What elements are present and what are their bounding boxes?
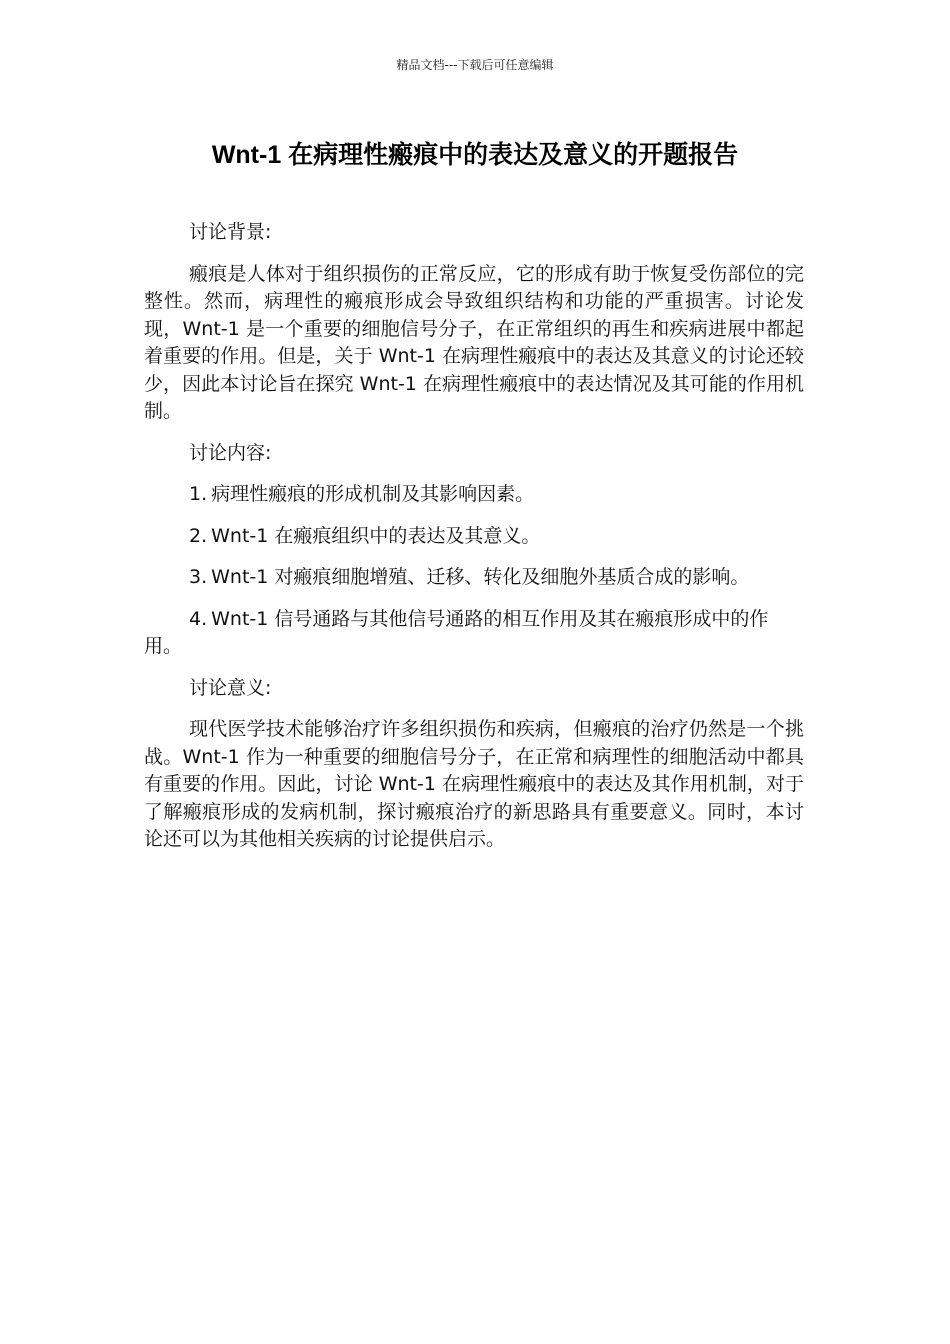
list-item-number: 1.	[189, 483, 208, 505]
list-item	[144, 481, 804, 509]
list-item-number: 2.	[189, 524, 208, 547]
section-heading-content: 讨论内容:	[189, 441, 272, 464]
list-item	[144, 523, 804, 551]
list-item-text: Wnt-1 信号通路与其他信号通路的相互作用及其在瘢痕形成中的作用。	[144, 607, 769, 657]
list-item-text: 病理性瘢痕的形成机制及其影响因素。	[211, 483, 535, 505]
list-item-number: 3.	[189, 566, 208, 588]
list-item	[144, 564, 804, 592]
document-title: Wnt-1 在病理性瘢痕中的表达及意义的开题报告	[211, 141, 739, 169]
list-item-text: Wnt-1 对瘢痕细胞增殖、迁移、转化及细胞外基质合成的影响。	[211, 566, 750, 588]
document-body	[144, 219, 804, 868]
significance-paragraph: 现代医学技术能够治疗许多组织损伤和疾病，但瘢痕的治疗仍然是一个挑战。Wnt-1 作为一种重要的细胞信号分子，在正常和病理性的细胞活动中都具有重要的作用。因此，讨论 Wnt-1 在病理性瘢痕中的表达及其作用机制，对于了解瘢痕形成的发病机制，探讨瘢痕治疗的新思路具有重要意义。同时，本讨论还可以为其他相关疾病的讨论提供启示。	[144, 718, 804, 850]
section-heading-significance: 讨论意义:	[189, 676, 272, 699]
list-item-text: Wnt-1 在瘢痕组织中的表达及其意义。	[211, 524, 541, 547]
page-header-note: 精品文档---下载后可任意编辑	[396, 58, 554, 72]
section-heading-background: 讨论背景:	[189, 221, 272, 243]
list-item-number: 4.	[189, 607, 208, 630]
list-item	[144, 606, 804, 661]
background-paragraph: 瘢痕是人体对于组织损伤的正常反应，它的形成有助于恢复受伤部位的完整性。然而，病理性的瘢痕形成会导致组织结构和功能的严重损害。讨论发现，Wnt-1 是一个重要的细胞信号分子，在正常组织的再生和疾病进展中都起着重要的作用。但是，关于 Wnt-1 在病理性瘢痕中的表达及其意义的讨论还较少，因此本讨论旨在探究 Wnt-1 在病理性瘢痕中的表达情况及其可能的作用机制。	[144, 262, 804, 422]
